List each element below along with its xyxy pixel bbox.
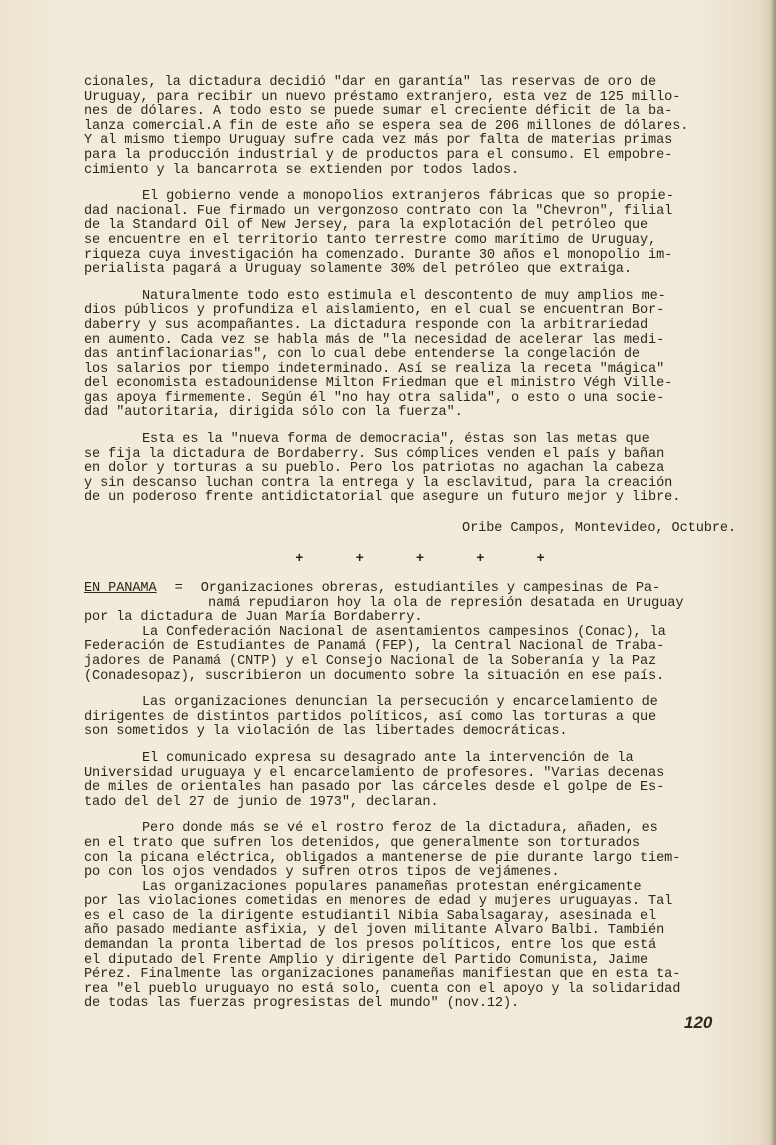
signature: Oribe Campos, Montevideo, Octubre.: [462, 521, 736, 537]
panama-paragraph-4: Pero donde más se vé el rostro feroz de la dictadura, añaden, es en el trato que sufren los detenidos, que generalmente son torturados con la picana eléctrica, obligados a mantenerse de pie durante largo tiem- po con los ojos vendados y sufren otros tipos de vejámenes.: [84, 821, 681, 881]
section-label: EN PANAMA: [84, 581, 157, 596]
panama-article: [84, 582, 748, 1012]
page-edge-shadow: [770, 0, 776, 1145]
paragraph-1: cionales, la dictadura decidió "dar en garantía" las reservas de oro de Uruguay, para recibir un nuevo préstamo extranjero, esta vez de 125 millo- nes de dólares. A todo esto se puede sumar el creciente déficit de la ba- lanza comercial.A fin de este año se espera sea de 206 millones de dólares. Y al mismo tiempo Uruguay sufre cada vez más por falta de materias primas para la producción industrial y de productos para el consumo. El empobre- cimiento y la bancarrota se extienden por todos lados.: [84, 75, 689, 178]
paragraph-3: Naturalmente todo esto estimula el descontento de muy amplios me- dios públicos y profundiza el aislamiento, en el cual se encuentran Bor- daberry y sus acompañantes. La dictadura responde con la arbitrariedad en aumento. Cada vez se habla más de "la necesidad de acelerar las medi- das antinflacionarias", con lo cual debe entenderse la congelación de los salarios por tiempo indeterminado. Así se realiza la receta "mágica" del economista estadounidense Milton Friedman que el ministro Végh Ville- gas apoya firmemente. Según él "no hay otra salida", o esto o una socie- dad "autoritaria, dirigida sólo con la fuerza".: [84, 288, 673, 421]
section-equals: =: [174, 581, 183, 596]
page-number: 120: [684, 1013, 713, 1032]
panama-lead: EN PANAMA = Organizaciones obreras, estudiantiles y campesinas de Pa- namá repudiaron hoy la ola de represión desatada en Uruguay por la dictadura de Juan María Bordaberry.: [84, 581, 684, 626]
panama-paragraph-2: Las organizaciones denuncian la persecución y encarcelamiento de dirigentes de distintos partidos políticos, así como las torturas a que son sometidos y la violación de las libertades democráticas.: [84, 695, 658, 740]
paragraph-2: El gobierno vende a monopolios extranjeros fábricas que so propie- dad nacional. Fue firmado un vergonzoso contrato con la "Chevron", filial de la Standard Oil of New Jersey, para la explotación del petróleo que se encuentre en el territorio tanto terrestre como marítimo de Uruguay, riqueza cuya investigación ha comenzado. Durante 30 años el monopolio im- perialista pagará a Uruguay solamente 30% del petróleo que extraiga.: [84, 189, 674, 278]
paragraph-4: Esta es la "nueva forma de democracia", éstas son las metas que se fija la dictadura de Bordaberry. Sus cómplices venden el país y bañan en dolor y torturas a su pueblo. Pero los patriotas no agachan la cabeza y sin descanso luchan contra la entrega y la esclavitud, para la creación de un poderoso frente antidictatorial que asegure un futuro mejor y libre.: [84, 432, 681, 506]
article-continuation: [84, 76, 748, 567]
panama-paragraph-3: El comunicado expresa su desagrado ante la intervención de la Universidad uruguaya y el encarcelamiento de profesores. "Varias decenas de miles de orientales han pasado por las cárceles desde el golpe de Es- tado del del 27 de junio de 1973", declaran.: [84, 750, 665, 810]
panama-paragraph-1: La Confederación Nacional de asentamientos campesinos (Conac), la Federación de Estudiantes de Panamá (FEP), la Central Nacional de Traba- jadores de Panamá (CNTP) y el Consejo Nacional de la Soberanía y la Paz (Conadesopaz), suscribieron un documento sobre la situación en ese país.: [84, 624, 666, 684]
panama-paragraph-5: Las organizaciones populares panameñas protestan enérgicamente por las violaciones cometidas en menores de edad y mujeres uruguayas. Tal es el caso de la dirigente estudiantil Nibia Sabalsagaray, asesinada el año pasado mediante asfixia, y del joven militante Alvaro Balbi. También demandan la pronta libertad de los presos políticos, entre los que está el diputado del Frente Amplio y dirigente del Partido Comunista, Jaime Pérez. Finalmente las organizaciones panameñas manifiestan que en esta ta- rea "el pueblo uruguayo no está solo, cuenta con el apoyo y la solidaridad de todas las fuerzas progresistas del mundo" (nov.12).: [84, 879, 681, 1012]
section-separator: + + + + +: [295, 551, 567, 567]
